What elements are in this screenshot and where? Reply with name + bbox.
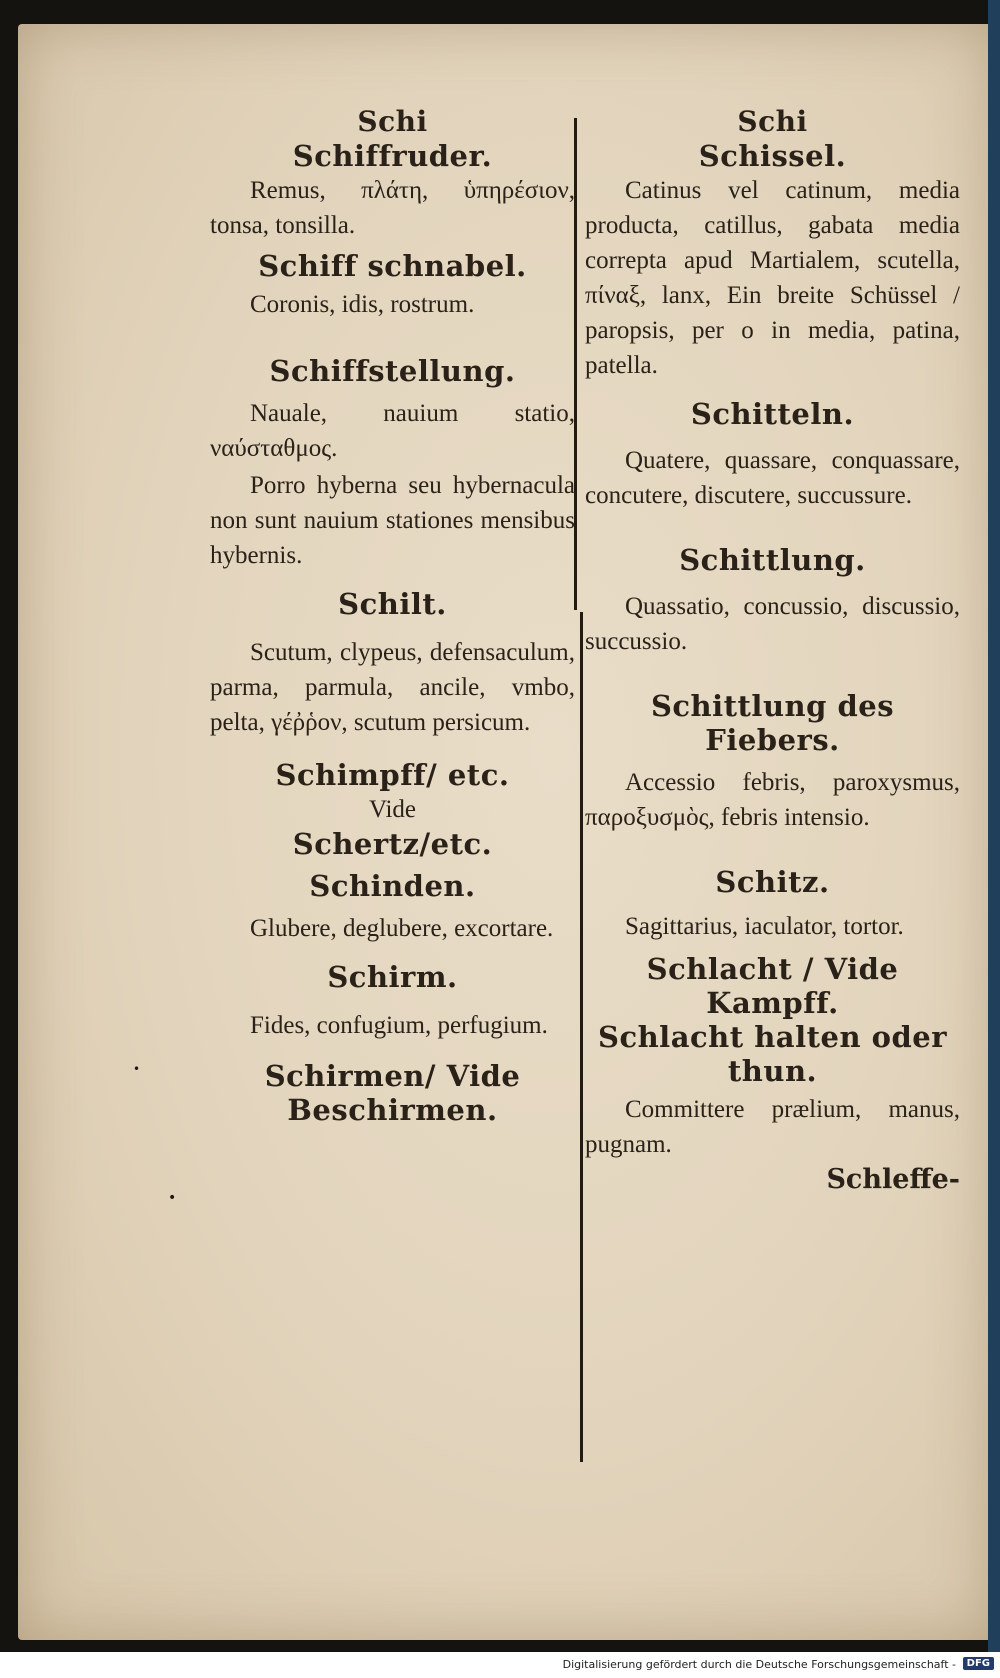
entry-head: Schitteln.	[690, 397, 855, 431]
entry-body: Glubere, deglubere, excortare.	[250, 915, 554, 942]
scan-edge-strip	[988, 0, 1000, 1678]
entry-head: thun.	[727, 1054, 818, 1088]
entry-head: Schirm.	[327, 960, 458, 994]
cross-reference-head: Kampff.	[706, 986, 839, 1020]
entry-body: Quassatio, concussio, discussio, succussio.	[585, 593, 960, 655]
entry-head: Schinden.	[309, 869, 476, 903]
right-column	[585, 105, 960, 1197]
entry-body: Fides, confugium, perfugium.	[250, 1012, 548, 1039]
margin-ink-dot: •	[168, 1190, 177, 1206]
entry-head: Schiffruder.	[292, 139, 493, 173]
entry-head: Fiebers.	[705, 723, 840, 757]
entry-body: Coronis, idis, rostrum.	[250, 291, 475, 318]
running-head-right: Schi	[737, 105, 808, 138]
column-rule-lower	[580, 612, 583, 1462]
entry-head: Schittlung.	[679, 543, 866, 577]
entry-body: Catinus vel catinum, media producta, catillus, gabata media correpta apud Martialem, scutella, πίναξ, lanx, Ein breite Schüssel / paropsis, per o in media, patina, patella.	[585, 177, 960, 379]
entry-head: Schittlung des	[650, 689, 895, 723]
entry-head: Schitz.	[715, 865, 830, 899]
entry-body: Remus, πλάτη, ὑπηρέσιον, tonsa, tonsilla.	[210, 177, 575, 239]
entry-body: Porro hyberna seu hybernacula non sunt nauium stationes mensibus hybernis.	[210, 472, 575, 569]
cross-reference-head: Beschirmen.	[287, 1093, 498, 1127]
entry-body: Quatere, quassare, conquassare, concutere, discutere, succussure.	[585, 447, 960, 509]
entry-head: Schiff schnabel.	[258, 249, 527, 283]
entry-body: Committere prælium, manus, pugnam.	[585, 1096, 960, 1158]
dfg-logo: DFG	[963, 1657, 994, 1670]
entry-head: Schlacht halten oder	[598, 1020, 947, 1054]
catchword: Schleffe-	[826, 1164, 960, 1195]
running-head-left: Schi	[357, 105, 428, 138]
entry-head: Schimpff/ etc.	[275, 758, 510, 792]
margin-ink-dot: •	[133, 1062, 141, 1076]
digitization-credit: Digitalisierung gefördert durch die Deutsche Forschungsgemeinschaft -	[562, 1658, 956, 1671]
entry-head: Schilt.	[338, 587, 447, 621]
entry-body: Nauale, nauium statio, ναύσταθμος.	[210, 400, 575, 462]
entry-body: Accessio febris, paroxysmus, παροξυσμὸς, febris intensio.	[585, 769, 960, 831]
vide-reference: Vide	[368, 796, 417, 823]
entry-head: Schirmen/ Vide	[264, 1059, 521, 1093]
entry-body: Scutum, clypeus, defensaculum, parma, parmula, ancile, vmbo, pelta, γέῤῥον, scutum persicum.	[210, 639, 575, 736]
entry-body: Sagittarius, iaculator, tortor.	[625, 913, 904, 940]
left-column	[210, 105, 575, 1127]
entry-head: Schissel.	[698, 139, 847, 173]
entry-head: Schlacht / Vide	[646, 952, 899, 986]
cross-reference-head: Schertz/etc.	[292, 827, 493, 861]
entry-head: Schiffstellung.	[269, 354, 516, 388]
